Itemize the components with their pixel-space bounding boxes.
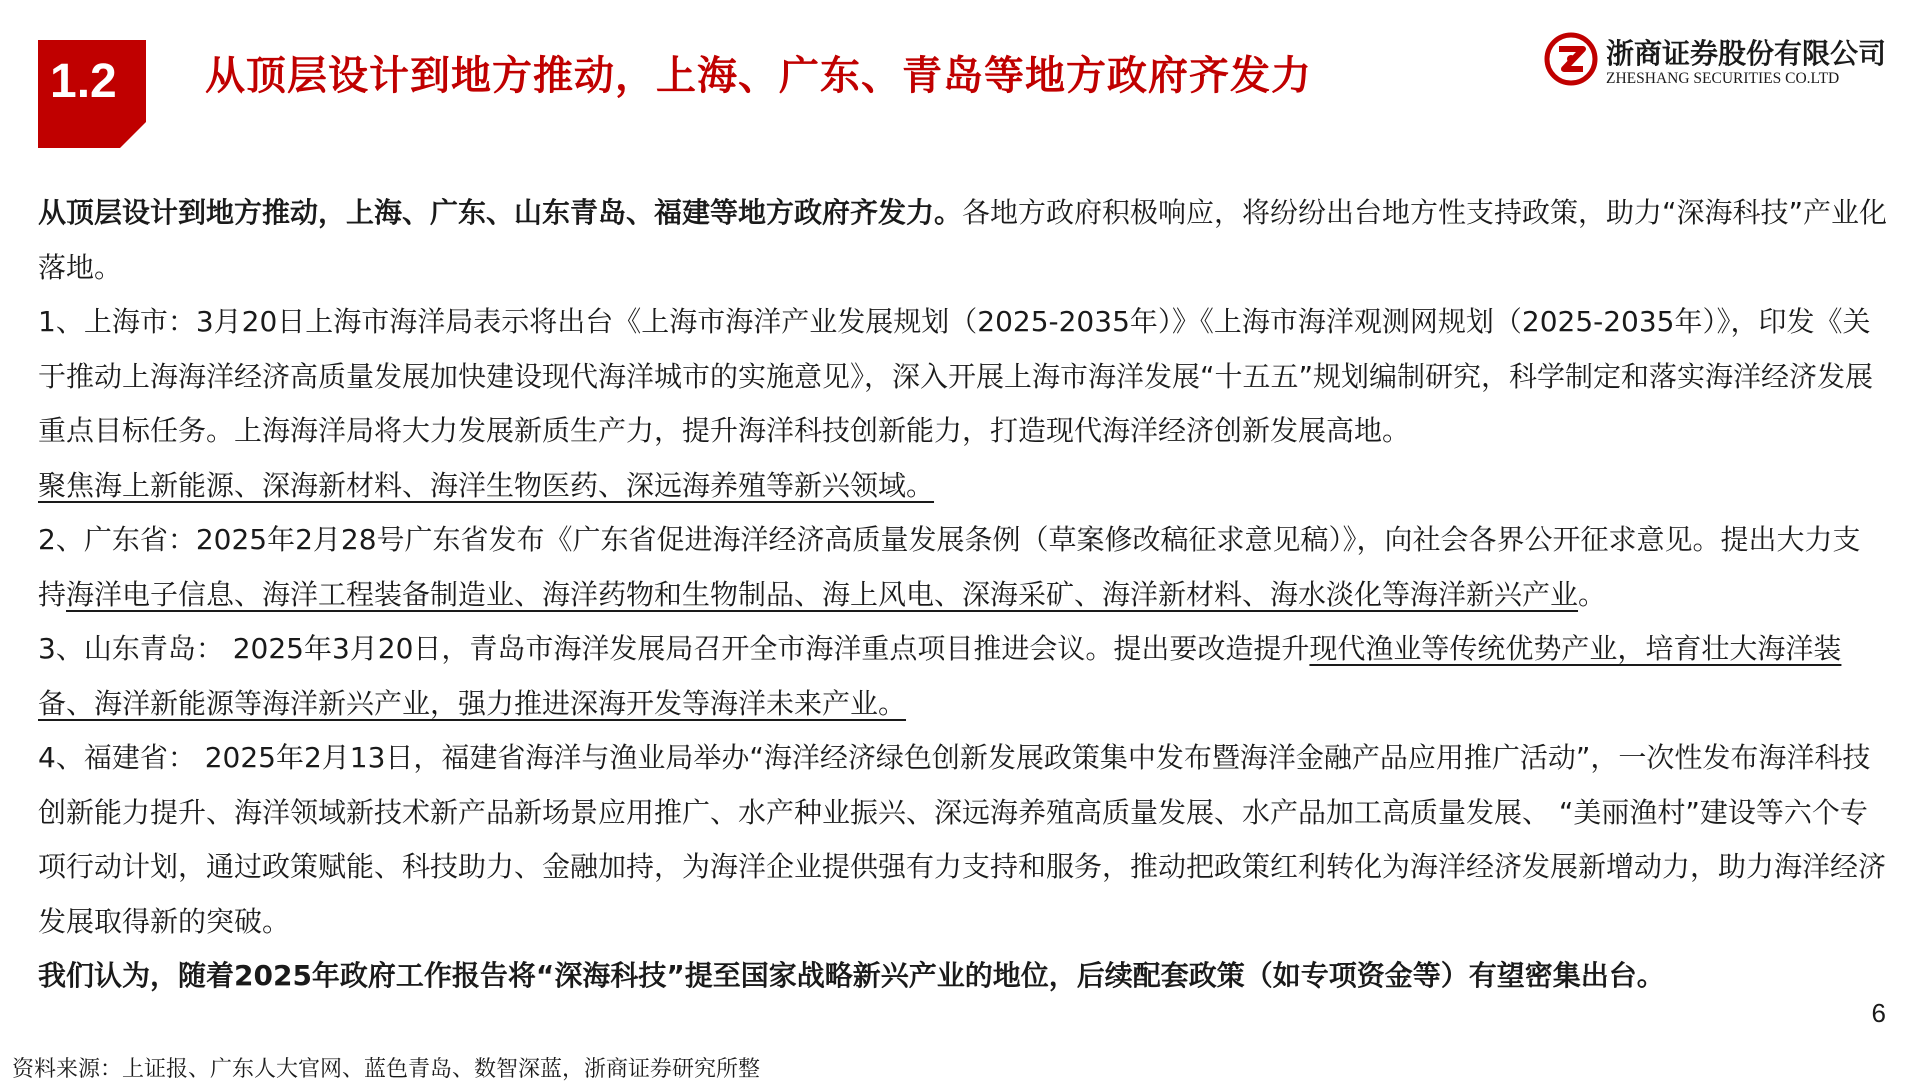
source-note: 资料来源：上证报、广东人大官网、蓝色青岛、数智深蓝，浙商证券研究所整 bbox=[12, 1057, 761, 1082]
section-number: 1.2 bbox=[50, 55, 117, 108]
page-number: 6 bbox=[1871, 998, 1886, 1028]
conclusion-text: 我们认为，随着2025年政府工作报告将“深海科技”提至国家战略新兴产业的地位，后续配套政策（如专项资金等）有望密集出台。 bbox=[38, 959, 1665, 992]
item-fujian bbox=[38, 731, 1888, 949]
intro-rest: 各地方政府积极响应，将纷纷出台地方性支持政策，助力“深海科技”产业化落地。 bbox=[38, 196, 1888, 284]
item-fujian-text: 4、福建省： 2025年2月13日，福建省海洋与渔业局举办“海洋经济绿色创新发展政策集中发布暨海洋金融产品应用推广活动”，一次性发布海洋科技创新能力提升、海洋领域新技术新产品新场景应用推广、水产种业振兴、深远海养殖高质量发展、水产品加工高质量发展、 “美丽渔村”建设等六个专项行动计划，通过政策赋能、科技助力、金融加持，为海洋企业提供强有力支持和服务，推动把政策红利转化为海洋经济发展新增动力，助力海洋经济发展取得新的突破。 bbox=[38, 741, 1887, 938]
item-guangdong-text: 2、广东省：2025年2月28号广东省发布《广东省促进海洋经济高质量发展条例（草案修改稿征求意见稿）》，向社会各界公开征求意见。提出大力支持 bbox=[38, 523, 1861, 611]
item-shanghai-text: 1、上海市：3月20日上海市海洋局表示将出台《上海市海洋产业发展规划（2025-2035年）》《上海市海洋观测网规划（2025-2035年）》，印发《关于推动上海海洋经济高质量发展加快建设现代海洋城市的实施意见》，深入开展上海市海洋发展“十五五”规划编制研究，科学制定和落实海洋经济发展重点目标任务。上海海洋局将大力发展新质生产力，提升海洋科技创新能力，打造现代海洋经济创新发展高地。 bbox=[38, 305, 1874, 447]
conclusion-paragraph bbox=[38, 949, 1888, 1004]
item-qingdao-text: 3、山东青岛： 2025年3月20日，青岛市海洋发展局召开全市海洋重点项目推进会议。提出要改造提升 bbox=[38, 632, 1310, 665]
badge-corner-notch bbox=[120, 122, 146, 148]
intro-bold: 从顶层设计到地方推动，上海、广东、山东青岛、福建等地方政府齐发力。 bbox=[38, 196, 963, 229]
zheshang-logo-icon bbox=[1544, 32, 1598, 86]
company-logo bbox=[1544, 30, 1887, 94]
intro-paragraph bbox=[38, 186, 1888, 295]
item-guangdong-highlight: 海洋电子信息、海洋工程装备制造业、海洋药物和生物制品、海上风电、深海采矿、海洋新材料、海水淡化等海洋新兴产业 bbox=[66, 577, 1579, 611]
logo-english-name: ZHESHANG SECURITIES CO.LTD bbox=[1606, 70, 1840, 87]
item-shanghai-highlight: 聚焦海上新能源、深海新材料、海洋生物医药、深远海养殖等新兴领域。 bbox=[38, 468, 935, 502]
item-qingdao bbox=[38, 622, 1888, 731]
logo-chinese-name: 浙商证券股份有限公司 bbox=[1606, 37, 1887, 70]
page-title: 从顶层设计到地方推动，上海、广东、青岛等地方政府齐发力 bbox=[205, 53, 1312, 99]
item-shanghai bbox=[38, 295, 1888, 513]
item-guangdong-tail: 。 bbox=[1578, 577, 1607, 611]
item-guangdong bbox=[38, 513, 1888, 622]
main-content bbox=[38, 186, 1888, 1004]
section-badge bbox=[38, 40, 146, 148]
item-qingdao-highlight: 现代渔业等传统优势产业，培育壮大海洋装备、海洋新能源等海洋新兴产业，强力推进深海开发等海洋未来产业。 bbox=[38, 632, 1842, 720]
